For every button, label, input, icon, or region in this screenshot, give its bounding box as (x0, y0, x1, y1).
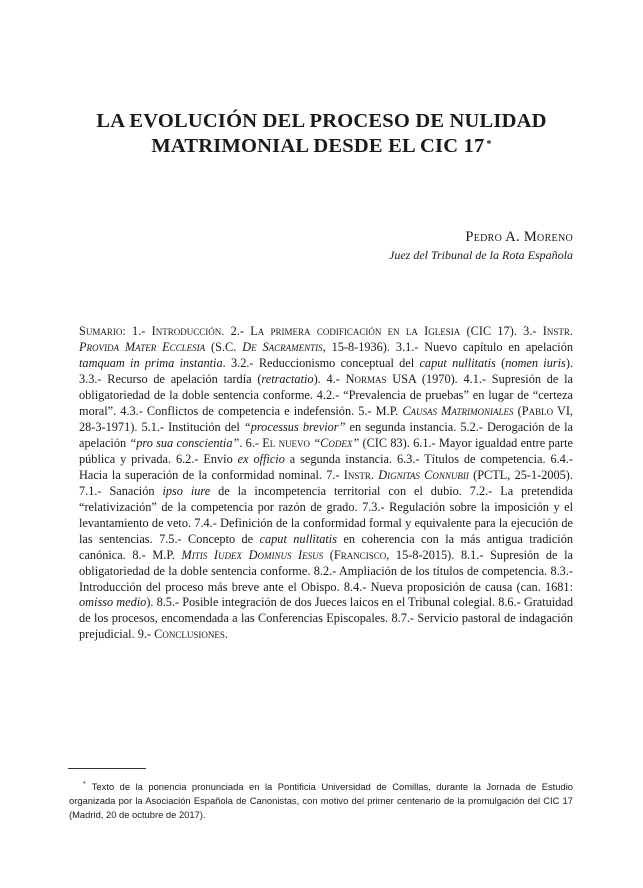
footnote-divider (68, 768, 146, 769)
summary-part: “Codex” (313, 435, 360, 450)
footnote-marker: * (83, 781, 86, 788)
summary-part: Conclusiones (154, 627, 225, 642)
summary-part: ). 4.- (313, 371, 346, 386)
summary-part: Causas Matrimoniales (402, 403, 514, 418)
article-title (60, 109, 583, 159)
summary-part: El nuevo (262, 435, 314, 450)
summary-part: Mitis Iudex Dominus Iesus (181, 547, 324, 562)
summary-part: (PCTL, 25-1-2005). 7.1.- Sanación (79, 467, 573, 498)
summary-part: omisso medio (79, 595, 147, 610)
summary-part: , 15-8-2015). 8.1.- Supresión de la obligatoriedad de la doble sentencia conforme. 8.2.- Ampliación de los títulos de competencia. 8.3.- Introducción del proceso más breve ante el Obispo. 8.4.- Nueva proposición de causa (can. 1681: (79, 547, 573, 594)
summary-part: Dignitas Connubii (378, 467, 469, 482)
summary-part: caput nullitatis (259, 531, 337, 546)
footnote (69, 778, 573, 822)
summary-part: tamquam in prima instantia (79, 355, 223, 370)
title-line-1: LA EVOLUCIÓN DEL PROCESO DE NULIDAD (96, 110, 547, 132)
summary-part: a segunda instancia. 6.3.- Títulos de competencia. 6.4.- Hacia la superación de la conformidad nominal. 7.- (79, 451, 573, 482)
author-block (389, 227, 573, 263)
summary-part: . (224, 627, 228, 642)
summary-part: 1.- (132, 324, 152, 338)
summary-part: USA (1970). 4.1.- Supresión de la obligatoriedad de la doble sentencia conforme. 4.2.- “Prevalencia de pruebas” en lugar de “certeza moral”. 4.3.- Conflictos de competencia e indefensión. 5.- M.P. (79, 371, 573, 418)
summary-part: (CIC 83). 6.1.- Mayor igualdad entre parte pública y privada. 6.2.- Envío (79, 435, 574, 466)
summary-part: nomen iuris (505, 355, 566, 370)
summary-part: Instr. (542, 324, 573, 338)
title-footnote-marker: * (486, 139, 492, 150)
summary-paragraph: Sumario: 1.- Introducción. 2.- La primera codificación en la Iglesia (CIC 17). 3.- Instr. Provida Mater Ecclesia (S.C. De Sacramentis, 15-8-1936). 3.1.- Nuevo capítulo en apelación tamquam in prima instantia. 3.2.- Reduccionismo conceptual del caput nullitatis (nomen iuris). 3.3.- Recurso de apelación tardía (retractatio). 4.- Normas USA (1970). 4.1.- Supresión de la obligatoriedad de la doble sentencia conforme. 4.2.- “Prevalencia de pruebas” en lugar de “certeza moral”. 4.3.- Conflictos de competencia e indefensión. 5.- M.P. Causas Matrimoniales (Pablo VI, 28-3-1971). 5.1.- Institución del “processus brevior” en segunda instancia. 5.2.- Derogación de la apelación “pro sua conscientia”. 6.- El nuevo “Codex” (CIC 83). 6.1.- Mayor igualdad entre parte pública y privada. 6.2.- Envío ex officio a segunda instancia. 6.3.- Títulos de competencia. 6.4.- Hacia la superación de la conformidad nominal. 7.- Instr. Dignitas Connubii (PCTL, 25-1-2005). 7.1.- Sanación ipso iure de la incompetencia territorial con el dubio. 7.2.- La pretendida “relativización” de la competencia por razón de grado. 7.3.- Regulación sobre la imposición y el levantamiento de veto. 7.4.- Definición de la conformidad formal y equivalente para la ejecución de las sentencias. 7.5.- Concepto de caput nullitatis en coherencia con la más antigua tradición canónica. 8.- M.P. Mitis Iudex Dominus Iesus (Francisco, 15-8-2015). 8.1.- Supresión de la obligatoriedad de la doble sentencia conforme. 8.2.- Ampliación de los títulos de competencia. 8.3.- Introducción del proceso más breve ante el Obispo. 8.4.- Nueva proposición de causa (can. 1681: omisso medio). 8.5.- Posible integración de dos Jueces laicos en el Tribunal colegial. 8.6.- Gratuidad de los procesos, encomendada a las Conferencias Episcopales. 8.7.- Servicio pastoral de indagación prejudicial. 9.- Conclusiones. (79, 324, 574, 642)
summary-part: en coherencia con la más antigua tradición canónica. 8.- M.P. (79, 531, 573, 562)
summary-part: VI, 28-3-1971). 5.1.- Institución del (79, 403, 573, 434)
summary-part: (S.C. (205, 339, 243, 354)
summary-part: ex officio (237, 451, 285, 466)
author-name: Pedro A. Moreno (465, 229, 573, 245)
summary-part: ). 3.3.- Recurso de apelación tardía ( (79, 355, 573, 386)
summary-part: . 6.- (239, 435, 263, 450)
summary-part: . 2.- (221, 324, 251, 338)
summary-part: (CIC 17). 3.- (460, 324, 543, 338)
summary-part: Francisco (333, 547, 387, 562)
summary-part: ipso iure (162, 483, 211, 498)
summary-part: ( (495, 355, 506, 370)
summary-part: “pro sua conscientia” (129, 435, 240, 450)
summary-part: Pablo (521, 403, 554, 418)
summary-part: ( (323, 547, 334, 562)
summary-part: ( (513, 403, 522, 418)
summary-part: De Sacramentis (242, 339, 323, 354)
summary-part: “processus brevior” (243, 419, 346, 434)
summary-part: retractatio (261, 371, 314, 386)
author-role: Juez del Tribunal de la Rota Española (389, 248, 573, 262)
summary-part: La primera codificación en la Iglesia (250, 324, 461, 338)
summary-part: , 15-8-1936). 3.1.- Nuevo capítulo en apelación (322, 339, 573, 354)
title-line-2 (60, 134, 583, 159)
title-line-2-text: MATRIMONIAL DESDE EL CIC 17 (151, 135, 485, 157)
summary-part: Normas (345, 371, 387, 386)
summary-part: de la incompetencia territorial con el dubio. 7.2.- La pretendida “relativización” de la competencia por razón de grado. 7.3.- Regulación sobre la imposición y el levantamiento de veto. 7.4.- Definición de la conformidad formal y equivalente para la ejecución de las sentencias. 7.5.- Concepto de (79, 483, 573, 546)
summary-part: caput nullitatis (419, 355, 496, 370)
summary-part: Instr. (343, 467, 379, 482)
summary-part: . 3.2.- Reduccionismo conceptual del (222, 355, 420, 370)
summary-part: en segunda instancia. 5.2.- Derogación de la apelación (79, 419, 573, 450)
summary-part: Provida Mater Ecclesia (79, 339, 206, 354)
summary-part: Introducción (151, 324, 222, 338)
summary-part: ). 8.5.- Posible integración de dos Jueces laicos en el Tribunal colegial. 8.6.- Gratuidad de los procesos, encomendada a las Conferencias Episcopales. 8.7.- Servicio pastoral de indagación prejudicial. 9.- (79, 595, 573, 642)
summary-heading: Sumario (79, 324, 123, 338)
footnote-text: Texto de la ponencia pronunciada en la Pontificia Universidad de Comillas, durante la Jornada de Estudio organizada por la Asociación Española de Canonistas, con motivo del primer centenario de la promulgación del CIC 17 (Madrid, 20 de octubre de 2017). (69, 781, 573, 821)
